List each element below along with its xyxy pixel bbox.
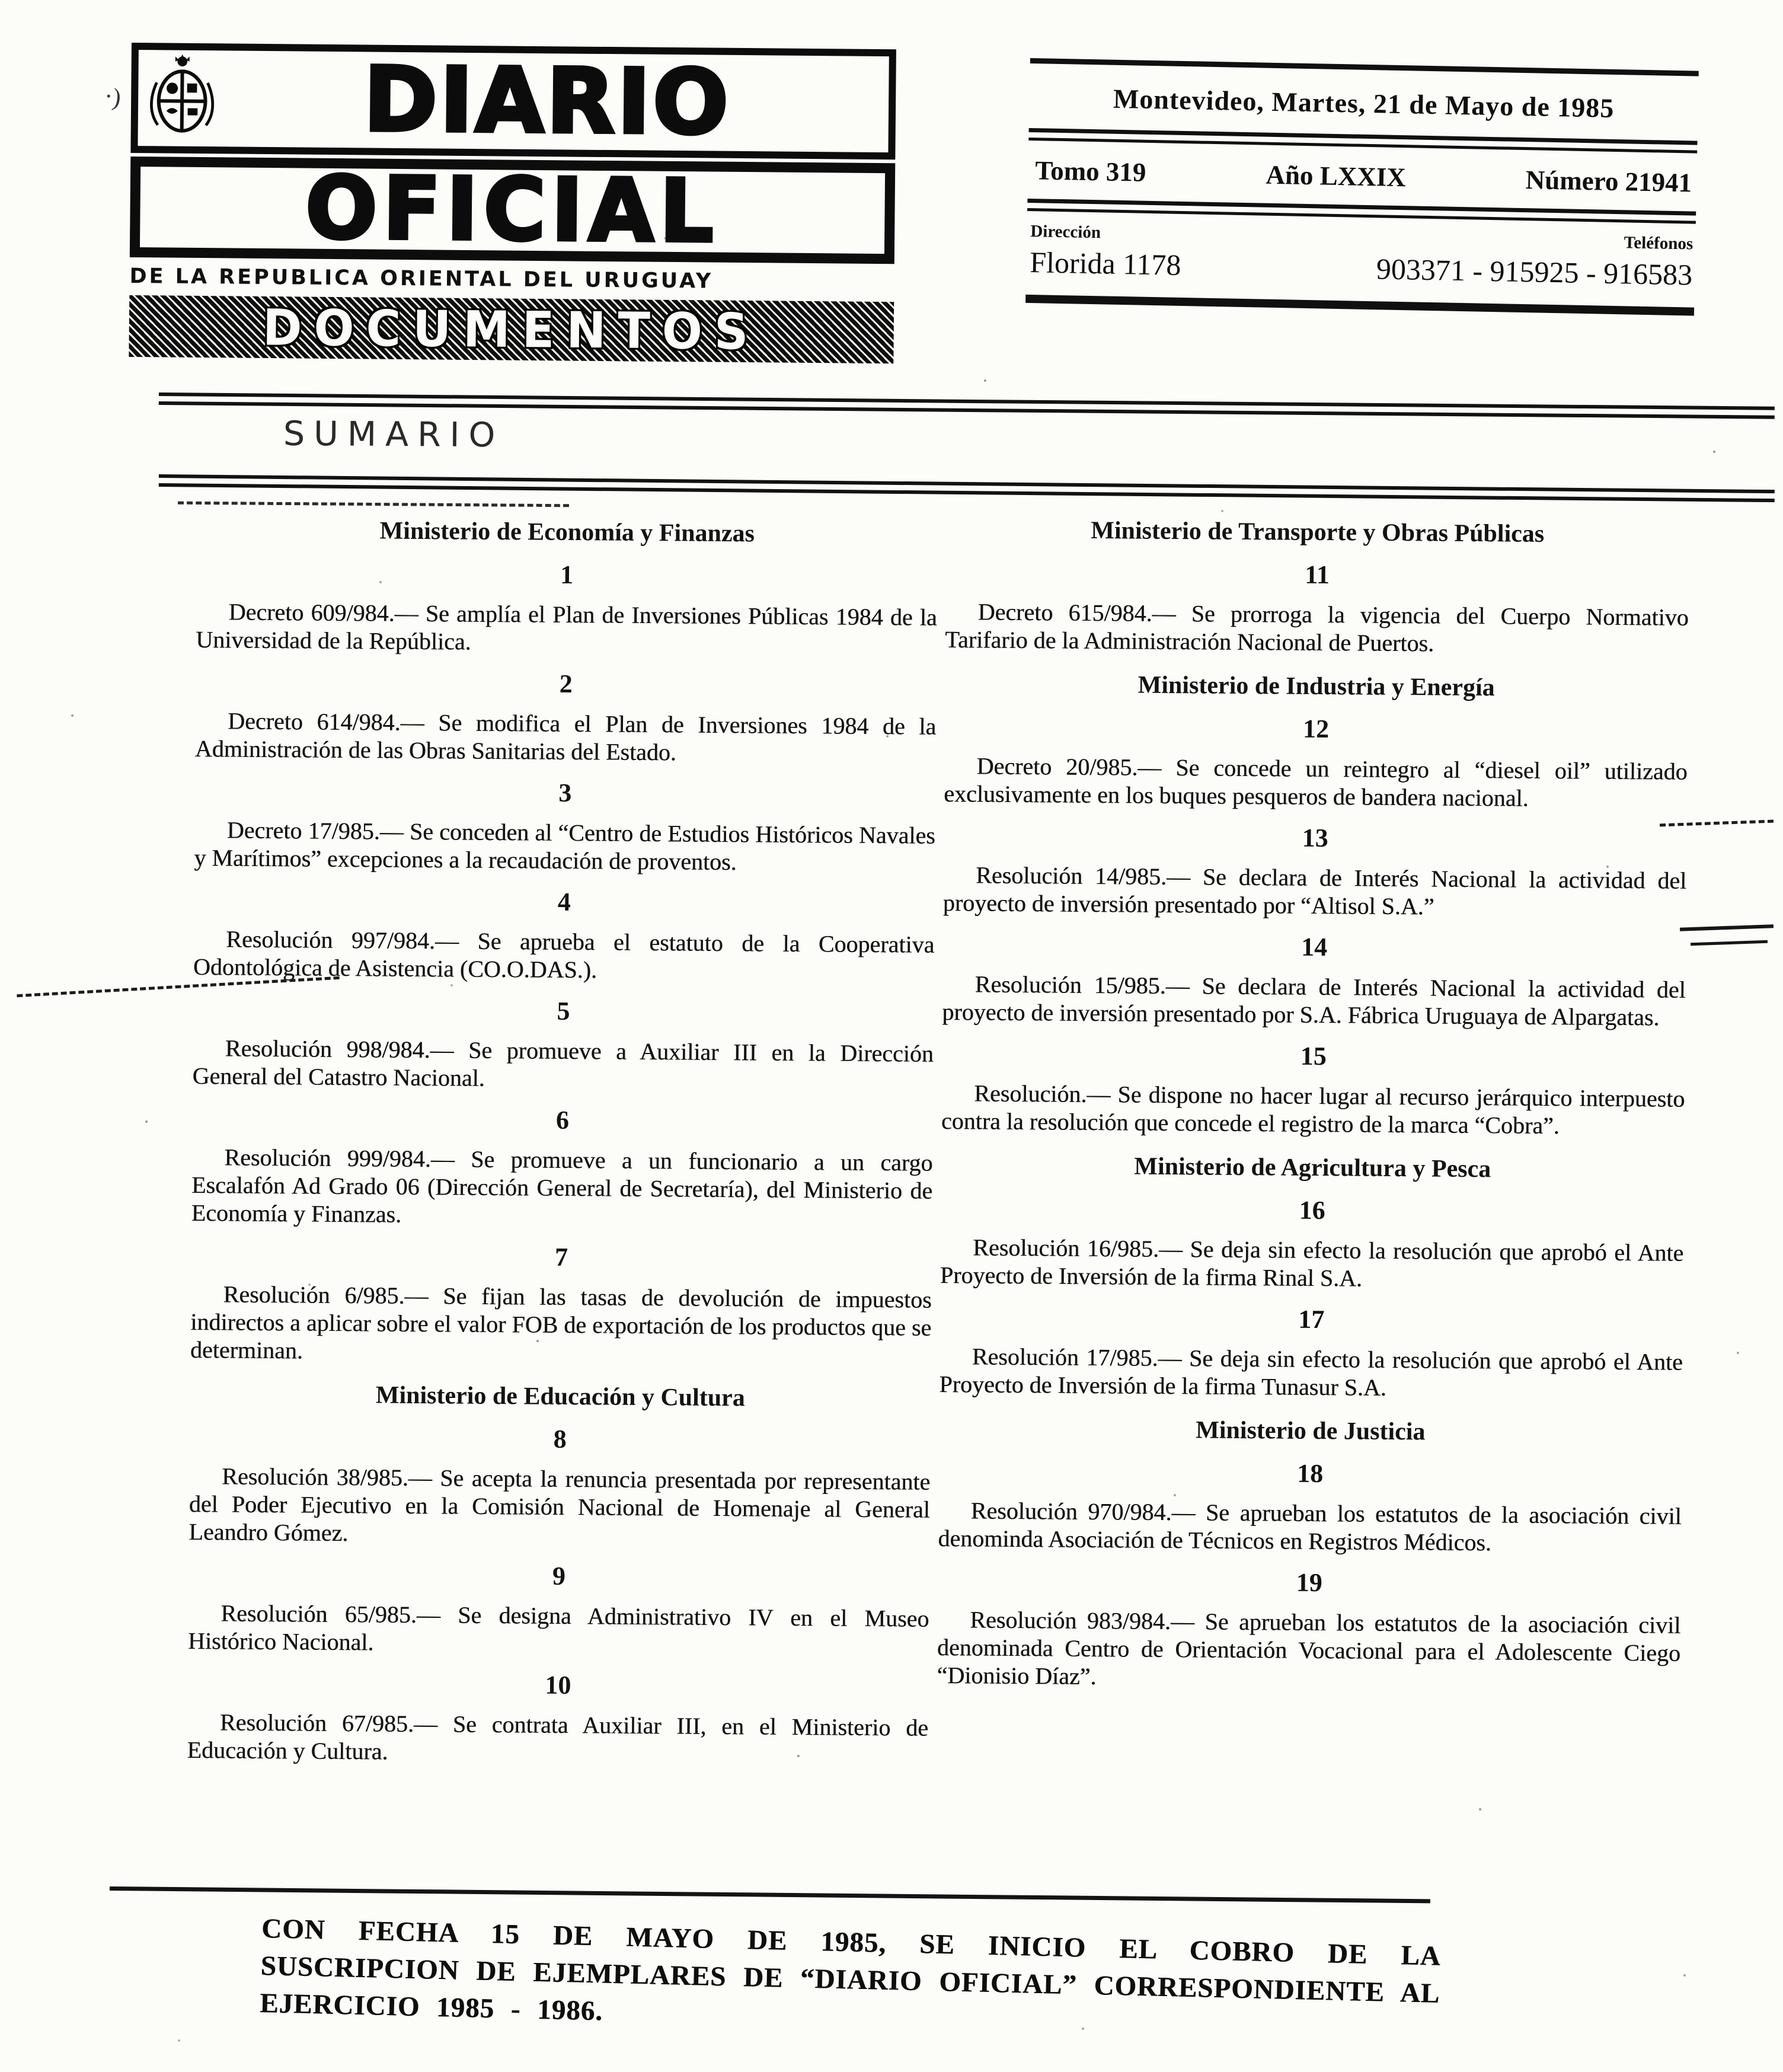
- issue-info-panel: [1025, 58, 1699, 316]
- entry-number: 13: [1302, 823, 1328, 853]
- entry-number: 17: [1298, 1304, 1325, 1334]
- documentos-banner-label: DOCUMENTOS: [262, 298, 761, 361]
- masthead-diario-box: [130, 43, 896, 159]
- telefonos-label: Teléfonos: [1624, 233, 1693, 254]
- entry-number: 2: [559, 669, 573, 698]
- divider: [159, 474, 1775, 502]
- entry-text: Resolución 65/985.— Se designa Administrativo IV en el Museo Histórico Nacional.: [187, 1600, 929, 1656]
- ministry-section: [187, 1379, 931, 1770]
- entry-number: 3: [558, 778, 572, 807]
- direccion-value: Florida 1178: [1029, 245, 1181, 282]
- entry-text: Resolución 6/985.— Se fijan las tasas de devolución de impuestos indirectos a aplicar sobre el valor FOB de exportación de los productos que se determinan.: [190, 1281, 932, 1364]
- ministry-section: [945, 515, 1689, 659]
- entry-text: Decreto 20/985.— Se concede un reintegro al “diesel oil” utilizado exclusivamente en los buques pesqueros de bandera nacional.: [944, 752, 1688, 812]
- entry-number: 19: [1296, 1567, 1323, 1598]
- ministry-heading: Ministerio de Economía y Finanzas: [379, 517, 755, 548]
- entry-text: Resolución 14/985.— Se declara de Interés Nacional la actividad del proyecto de inversión presentado por “Altisol S.A.”: [942, 861, 1687, 920]
- ministry-section: [937, 1413, 1682, 1695]
- entry-text: Resolución 15/985.— Se declara de Interés Nacional la actividad del proyecto de inversión presentado por S.A. Fábrica Uruguaya de Alpargatas.: [942, 970, 1686, 1031]
- sumario-title: SUMARIO: [283, 414, 504, 455]
- entry-number: 7: [554, 1242, 568, 1272]
- entry-text: Resolución 16/985.— Se deja sin efecto la resolución que aprobó el Ante Proyecto de Inversión de la firma Rinal S.A.: [940, 1234, 1684, 1292]
- entry-text: Decreto 615/984.— Se prorroga la vigencia del Cuerpo Normativo Tarifario de la Administración Nacional de Puertos.: [945, 598, 1689, 657]
- ministry-heading: Ministerio de Justicia: [1196, 1416, 1426, 1446]
- entry-text: Resolución 38/985.— Se acepta la renuncia presentada por representante del Poder Ejecutivo en la Comisión Nacional de Homenaje al General Leandro Gómez.: [188, 1463, 931, 1547]
- direccion-label: Dirección: [1030, 222, 1101, 242]
- entry-text: Resolución 998/984.— Se promueve a Auxiliar III en la Dirección General del Catastro Nacional.: [192, 1035, 934, 1091]
- issue-numero: Número 21941: [1525, 165, 1692, 198]
- scan-artifact: [1680, 924, 1774, 931]
- sumario-column-left: [187, 513, 938, 1774]
- entry-number: 5: [557, 996, 570, 1026]
- ministry-section: [939, 1150, 1684, 1404]
- entry-text: Resolución 999/984.— Se promueve a un funcionario a un cargo Escalafón Ad Grado 06 (Dirección General de Secretaría), del Ministerio de Economía y Finanzas.: [191, 1144, 933, 1228]
- entry-text: Decreto 614/984.— Se modifica el Plan de Inversiones 1984 de la Administración de las Obras Sanitarias del Estado.: [194, 707, 937, 766]
- ministry-heading: Ministerio de Industria y Energía: [1137, 671, 1495, 702]
- entry-number: 6: [555, 1105, 570, 1135]
- sumario-column-right: [937, 513, 1689, 1700]
- ministry-heading: Ministerio de Agricultura y Pesca: [1134, 1152, 1491, 1183]
- ministry-heading: Ministerio de Transporte y Obras Públicas: [1091, 516, 1545, 548]
- entry-number: 15: [1300, 1041, 1327, 1071]
- subscription-notice: CON FECHA 15 DE MAYO DE 1985, SE INICIO EL COBRO DE LA SUSCRIPCION DE EJEMPLARES DE “DIARIO OFICIAL” CORRESPONDIENTE AL EJERCICIO 1985 - 1986.: [259, 1913, 1442, 2027]
- masthead-oficial-box: [130, 157, 895, 264]
- masthead-title-line1: DIARIO: [363, 48, 731, 155]
- divider: [1030, 58, 1699, 76]
- entry-text: Decreto 609/984.— Se amplía el Plan de Inversiones Públicas 1984 de la Universidad de la República.: [196, 598, 937, 655]
- entry-number: 9: [552, 1561, 566, 1591]
- issue-volume-row: [1035, 155, 1692, 198]
- divider: [1028, 128, 1697, 154]
- issue-tomo: Tomo 319: [1034, 155, 1146, 187]
- telefonos-value: 903371 - 915925 - 916583: [1376, 252, 1693, 292]
- ministry-section: [941, 669, 1688, 1141]
- entry-number: 8: [553, 1424, 567, 1454]
- coat-of-arms-icon: [146, 54, 218, 142]
- entry-number: 14: [1301, 932, 1328, 962]
- ministry-section: [190, 515, 938, 1369]
- masthead-subtitle: DE LA REPUBLICA ORIENTAL DEL URUGUAY: [129, 264, 714, 293]
- masthead-title-line2: OFICIAL: [305, 158, 720, 262]
- documentos-banner: [129, 295, 894, 363]
- entry-text: Resolución.— Se dispone no hacer lugar al recurso jerárquico interpuesto contra la resolución que concede el registro de la marca “Cobra”.: [941, 1080, 1685, 1139]
- entry-text: Resolución 17/985.— Se deja sin efecto la resolución que aprobó el Ante Proyecto de Inversión de la firma Tunasur S.A.: [939, 1343, 1683, 1401]
- entry-text: Resolución 983/984.— Se aprueban los estatutos de la asociación civil denominada Centro de Orientación Vocacional para el Adolescente Ciego “Dionisio Díaz”.: [937, 1606, 1681, 1690]
- divider: [110, 1886, 1430, 1903]
- entry-text: Resolución 67/985.— Se contrata Auxiliar III, en el Ministerio de Educación y Cultura.: [187, 1709, 929, 1765]
- divider: [178, 502, 569, 507]
- masthead: [129, 43, 896, 363]
- entry-number: 11: [1305, 560, 1330, 590]
- entry-number: 16: [1299, 1195, 1325, 1225]
- entry-number: 12: [1302, 714, 1330, 744]
- ministry-heading: Ministerio de Educación y Cultura: [375, 1381, 745, 1412]
- entry-text: Resolución 970/984.— Se aprueban los estatutos de la asociación civil denominda Asociación de Técnicos en Registros Médicos.: [938, 1497, 1682, 1556]
- divider: [1025, 295, 1694, 316]
- entry-number: 18: [1297, 1458, 1324, 1489]
- entry-number: 1: [560, 560, 574, 589]
- divider: [1027, 199, 1696, 224]
- scan-artifact: [1691, 940, 1768, 946]
- issue-anio: Año LXXIX: [1266, 159, 1407, 193]
- scan-artifact: ·): [102, 82, 123, 112]
- entry-number: 4: [557, 887, 571, 917]
- issue-date: Montevideo, Martes, 21 de Mayo de 1985: [1113, 83, 1615, 123]
- entry-number: 10: [545, 1670, 571, 1700]
- entry-text: Resolución 997/984.— Se aprueba el estatuto de la Cooperativa Odontológica de Asistencia (CO.O.DAS.).: [193, 925, 935, 984]
- entry-text: Decreto 17/985.— Se conceden al “Centro de Estudios Históricos Navales y Marítimos” excepciones a la recaudación de proventos.: [194, 816, 935, 876]
